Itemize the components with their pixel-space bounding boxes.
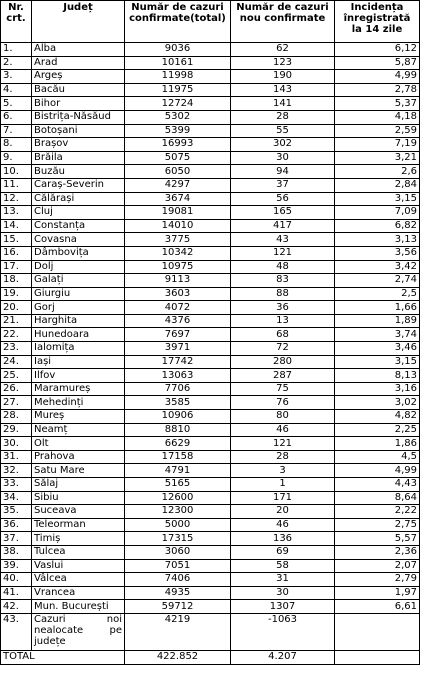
header-nr: Nr. crt.: [1, 1, 32, 43]
cell-total-cases: 16993: [125, 138, 231, 152]
table-row: [1, 600, 420, 614]
table-row: [1, 83, 420, 97]
cell-judet: Călărași: [32, 192, 125, 206]
cell-judet: Tulcea: [32, 545, 125, 559]
table-row: [1, 43, 420, 57]
cell-nr: 31.: [1, 450, 32, 464]
cell-total-cases: 11998: [125, 70, 231, 84]
cell-incidence: 5,87: [335, 56, 420, 70]
table-row: [1, 301, 420, 315]
cell-incidence: 3,02: [335, 396, 420, 410]
header-judet: Județ: [32, 1, 125, 43]
table-row: [1, 192, 420, 206]
cell-nr: 8.: [1, 138, 32, 152]
cell-total-cases: 3775: [125, 233, 231, 247]
cell-nr: 7.: [1, 124, 32, 138]
cell-total-cases: 7051: [125, 559, 231, 573]
cell-nr: 6.: [1, 110, 32, 124]
cell-judet: Olt: [32, 437, 125, 451]
cell-nr: 9.: [1, 151, 32, 165]
cell-judet: Vâlcea: [32, 573, 125, 587]
cell-incidence: 4,99: [335, 464, 420, 478]
cell-judet: Bacău: [32, 83, 125, 97]
cell-nr: 13.: [1, 206, 32, 220]
cell-new-cases: 171: [231, 491, 335, 505]
table-row: [1, 491, 420, 505]
cell-nr: 27.: [1, 396, 32, 410]
cell-new-cases: 287: [231, 369, 335, 383]
cell-incidence: 8,64: [335, 491, 420, 505]
cell-nr: 29.: [1, 423, 32, 437]
cell-incidence: 2,07: [335, 559, 420, 573]
cell-nr: 15.: [1, 233, 32, 247]
cell-incidence: [335, 613, 420, 650]
total-incidence: [335, 650, 420, 664]
cell-nr: 17.: [1, 260, 32, 274]
cell-total-cases: 4376: [125, 314, 231, 328]
cell-incidence: 2,78: [335, 83, 420, 97]
cell-incidence: 6,61: [335, 600, 420, 614]
cell-incidence: 2,84: [335, 178, 420, 192]
cell-total-cases: 12600: [125, 491, 231, 505]
cell-new-cases: 30: [231, 151, 335, 165]
cell-nr: 25.: [1, 369, 32, 383]
cell-judet: Hunedoara: [32, 328, 125, 342]
cell-incidence: 1,66: [335, 301, 420, 315]
cell-judet: Dâmbovița: [32, 246, 125, 260]
cell-judet: Argeș: [32, 70, 125, 84]
cell-nr: 38.: [1, 545, 32, 559]
cell-nr: 22.: [1, 328, 32, 342]
cell-new-cases: 1: [231, 478, 335, 492]
table-body: [1, 43, 420, 614]
cell-new-cases: 31: [231, 573, 335, 587]
cell-total-cases: 5000: [125, 518, 231, 532]
cell-judet: Covasna: [32, 233, 125, 247]
cell-incidence: 2,74: [335, 274, 420, 288]
cell-incidence: 3,74: [335, 328, 420, 342]
cell-new-cases: 37: [231, 178, 335, 192]
cell-judet: Giurgiu: [32, 287, 125, 301]
cell-total-cases: 4219: [125, 613, 231, 650]
cell-judet: Caraș-Severin: [32, 178, 125, 192]
cell-judet: Alba: [32, 43, 125, 57]
cell-total-cases: 19081: [125, 206, 231, 220]
cell-total-cases: 6050: [125, 165, 231, 179]
cell-total-cases: 10975: [125, 260, 231, 274]
table-row: [1, 382, 420, 396]
cell-incidence: 3,56: [335, 246, 420, 260]
table-row: [1, 233, 420, 247]
cell-total-cases: 3603: [125, 287, 231, 301]
table-footer: [1, 613, 420, 664]
cell-new-cases: 80: [231, 410, 335, 424]
cell-total-cases: 12300: [125, 505, 231, 519]
cell-nr: 24.: [1, 355, 32, 369]
table-row: [1, 328, 420, 342]
cell-judet: Cluj: [32, 206, 125, 220]
table-row: [1, 287, 420, 301]
table-row: [1, 396, 420, 410]
cell-nr: 14.: [1, 219, 32, 233]
cell-new-cases: 62: [231, 43, 335, 57]
cell-new-cases: 121: [231, 246, 335, 260]
cell-incidence: 6,12: [335, 43, 420, 57]
cell-judet: Iași: [32, 355, 125, 369]
cell-incidence: 5,37: [335, 97, 420, 111]
cell-incidence: 3,16: [335, 382, 420, 396]
cell-judet: Gorj: [32, 301, 125, 315]
total-new-cases-sum: 4.207: [231, 650, 335, 664]
table-row: [1, 573, 420, 587]
cell-judet: Brașov: [32, 138, 125, 152]
total-cases-sum: 422.852: [125, 650, 231, 664]
cell-nr: 41.: [1, 586, 32, 600]
table-row: [1, 505, 420, 519]
table-row: [1, 314, 420, 328]
cell-incidence: 2,79: [335, 573, 420, 587]
cell-nr: 40.: [1, 573, 32, 587]
cell-total-cases: 4935: [125, 586, 231, 600]
cell-nr: 30.: [1, 437, 32, 451]
cell-new-cases: 302: [231, 138, 335, 152]
cell-nr: 43.: [1, 613, 32, 650]
cell-nr: 20.: [1, 301, 32, 315]
header-new-cases: Număr de cazuri nou confirmate: [231, 1, 335, 43]
cell-judet: Mun. București: [32, 600, 125, 614]
cell-judet: Harghita: [32, 314, 125, 328]
cell-incidence: 3,21: [335, 151, 420, 165]
cell-new-cases: 69: [231, 545, 335, 559]
table-row: [1, 151, 420, 165]
cell-new-cases: 94: [231, 165, 335, 179]
cell-new-cases: 3: [231, 464, 335, 478]
cell-total-cases: 9036: [125, 43, 231, 57]
table-row: [1, 342, 420, 356]
cell-new-cases: 46: [231, 423, 335, 437]
cell-nr: 33.: [1, 478, 32, 492]
cell-new-cases: 72: [231, 342, 335, 356]
cell-new-cases: 55: [231, 124, 335, 138]
cell-incidence: 8,13: [335, 369, 420, 383]
cell-nr: 35.: [1, 505, 32, 519]
total-label: TOTAL: [1, 650, 125, 664]
cell-total-cases: 8810: [125, 423, 231, 437]
cell-new-cases: 56: [231, 192, 335, 206]
cell-nr: 11.: [1, 178, 32, 192]
cell-nr: 21.: [1, 314, 32, 328]
header-row: [1, 1, 420, 43]
cell-incidence: 2,59: [335, 124, 420, 138]
table-row: [1, 518, 420, 532]
cell-judet: Arad: [32, 56, 125, 70]
table-row: [1, 138, 420, 152]
cell-total-cases: 17158: [125, 450, 231, 464]
cell-judet: Suceava: [32, 505, 125, 519]
cell-nr: 39.: [1, 559, 32, 573]
cell-nr: 32.: [1, 464, 32, 478]
cell-nr: 5.: [1, 97, 32, 111]
cell-nr: 42.: [1, 600, 32, 614]
table-row: [1, 478, 420, 492]
cell-incidence: 4,5: [335, 450, 420, 464]
cell-judet: Vrancea: [32, 586, 125, 600]
table-row: [1, 559, 420, 573]
table-row: [1, 450, 420, 464]
cell-total-cases: 17315: [125, 532, 231, 546]
cell-new-cases: 121: [231, 437, 335, 451]
cell-incidence: 4,18: [335, 110, 420, 124]
cell-nr: 26.: [1, 382, 32, 396]
cell-incidence: 2,6: [335, 165, 420, 179]
cell-new-cases: 141: [231, 97, 335, 111]
cell-incidence: 6,82: [335, 219, 420, 233]
cell-incidence: 3,15: [335, 192, 420, 206]
table-row: [1, 110, 420, 124]
cell-judet: Bistrița-Năsăud: [32, 110, 125, 124]
cell-judet: Galați: [32, 274, 125, 288]
cell-incidence: 4,82: [335, 410, 420, 424]
cell-new-cases: 43: [231, 233, 335, 247]
cell-total-cases: 59712: [125, 600, 231, 614]
cell-new-cases: 190: [231, 70, 335, 84]
cell-nr: 19.: [1, 287, 32, 301]
table-row: [1, 219, 420, 233]
cell-total-cases: 7706: [125, 382, 231, 396]
cell-incidence: 2,22: [335, 505, 420, 519]
cell-new-cases: 417: [231, 219, 335, 233]
cell-nr: 2.: [1, 56, 32, 70]
cell-nr: 12.: [1, 192, 32, 206]
cell-new-cases: 58: [231, 559, 335, 573]
table-row: [1, 355, 420, 369]
cell-total-cases: 17742: [125, 355, 231, 369]
cell-judet: Ilfov: [32, 369, 125, 383]
table-row: [1, 464, 420, 478]
cell-nr: 23.: [1, 342, 32, 356]
cell-judet: Brăila: [32, 151, 125, 165]
cell-total-cases: 12724: [125, 97, 231, 111]
cell-new-cases: 75: [231, 382, 335, 396]
cell-total-cases: 3674: [125, 192, 231, 206]
cell-total-cases: 5075: [125, 151, 231, 165]
cell-judet: Maramureș: [32, 382, 125, 396]
table-row: [1, 410, 420, 424]
cell-new-cases: 20: [231, 505, 335, 519]
cell-total-cases: 7697: [125, 328, 231, 342]
cell-total-cases: 5302: [125, 110, 231, 124]
cell-new-cases: 30: [231, 586, 335, 600]
table-row: [1, 178, 420, 192]
cell-total-cases: 10342: [125, 246, 231, 260]
cell-judet: Satu Mare: [32, 464, 125, 478]
cell-new-cases: 165: [231, 206, 335, 220]
cell-nr: 28.: [1, 410, 32, 424]
cell-total-cases: 3060: [125, 545, 231, 559]
cell-total-cases: 4791: [125, 464, 231, 478]
cell-judet: Teleorman: [32, 518, 125, 532]
cell-new-cases: 68: [231, 328, 335, 342]
cell-judet: Sibiu: [32, 491, 125, 505]
cell-judet: Constanța: [32, 219, 125, 233]
cell-new-cases: 28: [231, 450, 335, 464]
cell-new-cases: 46: [231, 518, 335, 532]
table-row: [1, 70, 420, 84]
cell-nr: 34.: [1, 491, 32, 505]
cell-new-cases: 83: [231, 274, 335, 288]
table-row: [1, 97, 420, 111]
cell-judet: Cazuri noi nealocate pe județe: [32, 613, 125, 650]
table-row: [1, 274, 420, 288]
table-row: [1, 369, 420, 383]
cell-judet: Dolj: [32, 260, 125, 274]
cell-nr: 37.: [1, 532, 32, 546]
table-row: [1, 423, 420, 437]
cell-new-cases: 28: [231, 110, 335, 124]
cell-total-cases: 4072: [125, 301, 231, 315]
cell-judet: Sălaj: [32, 478, 125, 492]
cell-judet: Botoșani: [32, 124, 125, 138]
table-row: [1, 206, 420, 220]
table-row: [1, 246, 420, 260]
cell-new-cases: 48: [231, 260, 335, 274]
cell-judet: Vaslui: [32, 559, 125, 573]
cell-nr: 16.: [1, 246, 32, 260]
table-row: [1, 532, 420, 546]
cell-incidence: 1,89: [335, 314, 420, 328]
cell-judet: Timiș: [32, 532, 125, 546]
cell-judet: Mehedinți: [32, 396, 125, 410]
cell-nr: 4.: [1, 83, 32, 97]
cell-incidence: 3,46: [335, 342, 420, 356]
cell-nr: 18.: [1, 274, 32, 288]
cell-nr: 1.: [1, 43, 32, 57]
cell-new-cases: 143: [231, 83, 335, 97]
cell-incidence: 5,57: [335, 532, 420, 546]
cell-total-cases: 3971: [125, 342, 231, 356]
cell-new-cases: 13: [231, 314, 335, 328]
cell-incidence: 2,5: [335, 287, 420, 301]
cell-total-cases: 3585: [125, 396, 231, 410]
cell-judet: Neamț: [32, 423, 125, 437]
cell-incidence: 1,86: [335, 437, 420, 451]
cell-total-cases: 5399: [125, 124, 231, 138]
cell-new-cases: 1307: [231, 600, 335, 614]
cell-total-cases: 7406: [125, 573, 231, 587]
cell-new-cases: 136: [231, 532, 335, 546]
cell-incidence: 3,42: [335, 260, 420, 274]
cell-judet: Ialomița: [32, 342, 125, 356]
cell-incidence: 4,99: [335, 70, 420, 84]
cell-total-cases: 14010: [125, 219, 231, 233]
cell-total-cases: 6629: [125, 437, 231, 451]
cell-incidence: 4,43: [335, 478, 420, 492]
cell-nr: 10.: [1, 165, 32, 179]
cell-new-cases: 123: [231, 56, 335, 70]
table-row: [1, 437, 420, 451]
header-total-cases: Număr de cazuri confirmate(total): [125, 1, 231, 43]
cell-incidence: 7,19: [335, 138, 420, 152]
table-row: [1, 260, 420, 274]
cell-total-cases: 4297: [125, 178, 231, 192]
cell-new-cases: 76: [231, 396, 335, 410]
table-row: [1, 165, 420, 179]
cell-incidence: 3,15: [335, 355, 420, 369]
table-row-unallocated: [1, 613, 420, 650]
cell-incidence: 7,09: [335, 206, 420, 220]
table-row: [1, 545, 420, 559]
cell-nr: 3.: [1, 70, 32, 84]
cell-incidence: 2,36: [335, 545, 420, 559]
table-row-total: [1, 650, 420, 664]
cell-total-cases: 10161: [125, 56, 231, 70]
table-row: [1, 124, 420, 138]
cell-total-cases: 13063: [125, 369, 231, 383]
cell-new-cases: -1063: [231, 613, 335, 650]
table-row: [1, 586, 420, 600]
cell-judet: Bihor: [32, 97, 125, 111]
header-incidence: Incidența înregistrată la 14 zile: [335, 1, 420, 43]
cell-judet: Prahova: [32, 450, 125, 464]
cell-judet: Buzău: [32, 165, 125, 179]
cell-incidence: 1,97: [335, 586, 420, 600]
cell-incidence: 2,25: [335, 423, 420, 437]
cell-total-cases: 11975: [125, 83, 231, 97]
cell-total-cases: 9113: [125, 274, 231, 288]
cell-judet: Mureș: [32, 410, 125, 424]
cell-total-cases: 10906: [125, 410, 231, 424]
cell-total-cases: 5165: [125, 478, 231, 492]
cell-incidence: 3,13: [335, 233, 420, 247]
table-row: [1, 56, 420, 70]
cell-new-cases: 280: [231, 355, 335, 369]
cell-incidence: 2,75: [335, 518, 420, 532]
cell-new-cases: 36: [231, 301, 335, 315]
cell-new-cases: 88: [231, 287, 335, 301]
cell-nr: 36.: [1, 518, 32, 532]
